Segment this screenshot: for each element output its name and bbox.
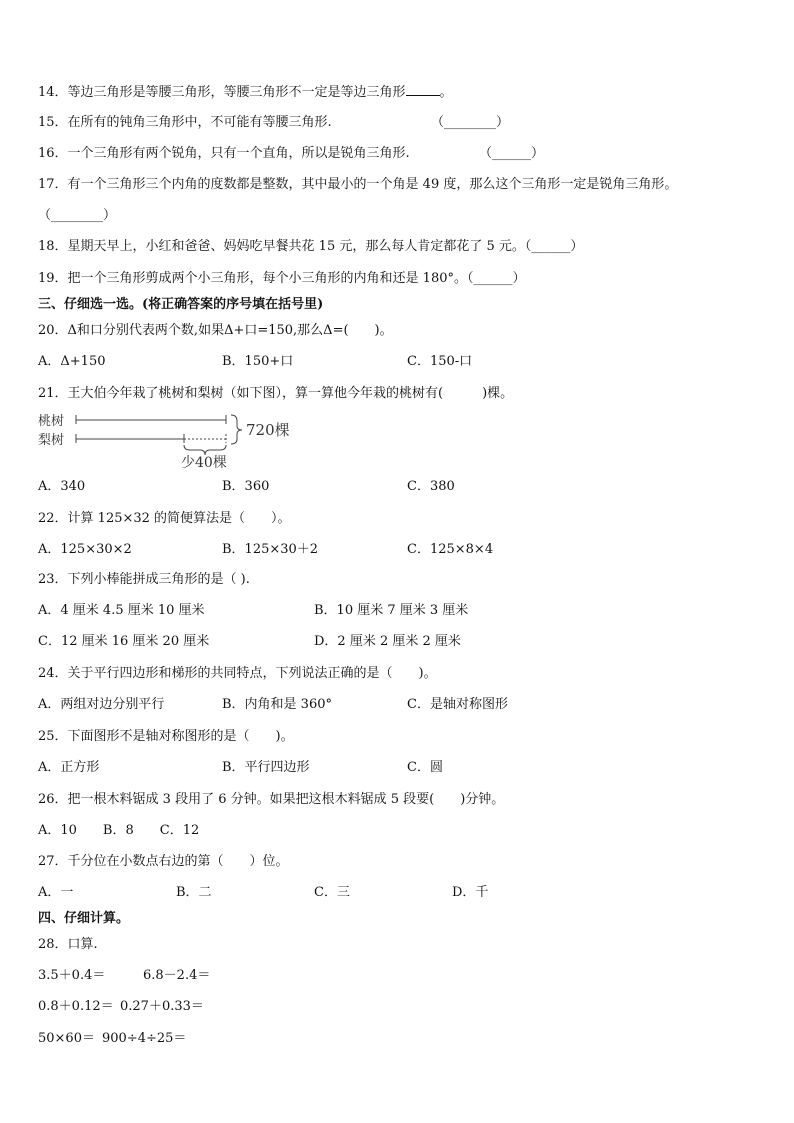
question-27-option-c[interactable]: C．三 — [314, 885, 350, 900]
calc-item: 3.5＋0.4＝ — [38, 968, 106, 983]
section-4-heading: 四、仔细计算。 — [38, 911, 130, 926]
question-14 — [38, 82, 453, 102]
question-23-text: 23．下列小棒能拼成三角形的是（ ). — [38, 572, 250, 587]
question-22-option-a[interactable]: A．125×30×2 — [38, 542, 132, 557]
question-21-option-b[interactable]: B．360 — [222, 479, 270, 494]
question-25-option-c[interactable]: C．圆 — [407, 760, 443, 775]
question-20-text: 20．Δ和口分别代表两个数,如果Δ+口=150,那么Δ=( )。 — [38, 323, 393, 338]
question-22-option-b[interactable]: B．125×30＋2 — [222, 542, 319, 557]
question-23-option-b[interactable]: B．10 厘米 7 厘米 3 厘米 — [314, 603, 469, 618]
section-3-heading: 三、仔细选一选。(将正确答案的序号填在括号里) — [38, 297, 324, 312]
question-27-option-d[interactable]: D．千 — [452, 885, 489, 900]
question-18-text: 18．星期天早上，小红和爸爸、妈妈吃早餐共花 15 元，那么每人肯定都花了 5 元。（______） — [38, 239, 584, 254]
question-25-text: 25．下面图形不是轴对称图形的是（ )。 — [38, 729, 294, 744]
question-17-text: 17．有一个三角形三个内角的度数都是整数，其中最小的一个角是 49 度，那么这个三角形一定是锐角三角形。 — [38, 177, 678, 192]
question-25-option-b[interactable]: B．平行四边形 — [222, 760, 310, 775]
question-20-option-c[interactable]: C．150-口 — [407, 354, 473, 369]
calc-item: 6.8－2.4＝ — [143, 968, 211, 983]
line-segment-diagram — [38, 410, 298, 472]
question-28-text: 28．口算. — [38, 937, 98, 952]
question-17-answer-paren[interactable]: （________） — [38, 208, 117, 223]
question-26-text: 26．把一根木料锯成 3 段用了 6 分钟。如果把这根木料锯成 5 段要( )分钟。 — [38, 792, 505, 807]
difference-brace — [184, 445, 226, 455]
question-23-option-a[interactable]: A．4 厘米 4.5 厘米 10 厘米 — [38, 603, 205, 618]
question-19-text: 19．把一个三角形剪成两个小三角形，每个小三角形的内角和还是 180°。（______） — [38, 271, 526, 286]
question-27-text: 27．千分位在小数点右边的第（ ）位。 — [38, 854, 289, 869]
question-24-option-b[interactable]: B．内角和是 360° — [222, 697, 332, 712]
question-23-option-d[interactable]: D．2 厘米 2 厘米 2 厘米 — [314, 634, 461, 649]
question-24-option-a[interactable]: A．两组对边分别平行 — [38, 697, 165, 712]
question-24-text: 24．关于平行四边形和梯形的共同特点，下列说法正确的是（ )。 — [38, 666, 437, 681]
question-16-answer-paren[interactable]: （______） — [479, 146, 545, 161]
peach-label: 桃树 — [38, 414, 65, 429]
calc-item: 0.27＋0.33＝ — [120, 999, 204, 1014]
question-20-option-a[interactable]: A．Δ+150 — [38, 354, 106, 369]
question-26-options[interactable]: A．10 B．8 C．12 — [38, 823, 200, 838]
calc-item: 0.8＋0.12＝ — [38, 999, 114, 1014]
question-21-option-a[interactable]: A．340 — [38, 479, 86, 494]
question-15-text: 15．在所有的钝角三角形中，不可能有等腰三角形. — [38, 115, 332, 130]
calc-item: 50×60＝ — [38, 1031, 95, 1046]
question-27-option-a[interactable]: A．一 — [38, 885, 74, 900]
pear-label: 梨树 — [38, 433, 65, 448]
total-brace — [231, 415, 242, 444]
question-21-option-c[interactable]: C．380 — [407, 479, 455, 494]
question-23-option-c[interactable]: C．12 厘米 16 厘米 20 厘米 — [38, 634, 210, 649]
question-27-option-b[interactable]: B．二 — [176, 885, 212, 900]
total-label: 720棵 — [246, 421, 290, 439]
question-22-text: 22．计算 125×32 的简便算法是（ ）。 — [38, 511, 291, 526]
question-21-text: 21．王大伯今年栽了桃树和梨树（如下图），算一算他今年栽的桃树有( )棵。 — [38, 386, 514, 401]
question-14-text: 14．等边三角形是等腰三角形，等腰三角形不一定是等边三角形 — [38, 85, 406, 100]
answer-blank[interactable] — [406, 82, 440, 96]
question-14-end: 。 — [439, 85, 453, 100]
question-16-text: 16．一个三角形有两个锐角，只有一个直角，所以是锐角三角形. — [38, 146, 410, 161]
difference-label: 少40棵 — [181, 455, 227, 471]
question-24-option-c[interactable]: C．是轴对称图形 — [407, 697, 508, 712]
question-22-option-c[interactable]: C．125×8×4 — [407, 542, 494, 557]
question-25-option-a[interactable]: A．正方形 — [38, 760, 100, 775]
calc-item: 900÷4÷25＝ — [102, 1031, 187, 1046]
question-15-answer-paren[interactable]: （________） — [431, 115, 510, 130]
question-20-option-b[interactable]: B．150+口 — [222, 354, 294, 369]
